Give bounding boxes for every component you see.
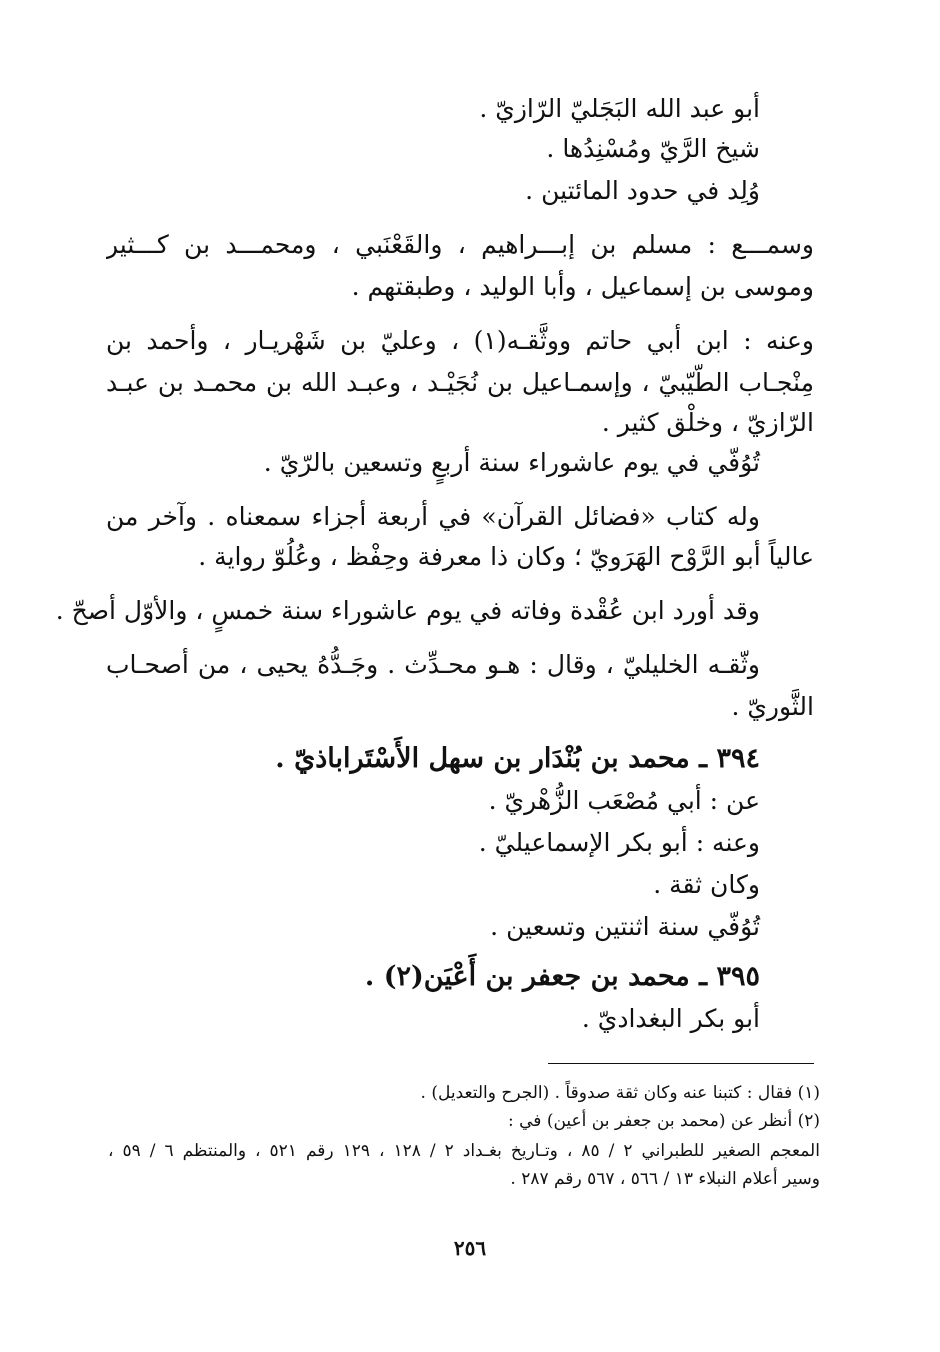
- entry-heading: ٣٩٥ ـ محمد بن جعفر بن أَعْيَن(٢) .: [364, 961, 760, 992]
- text-line: شيخ الرَّيّ ومُسْنِدُها .: [546, 134, 760, 163]
- page-number: ٢٥٦: [453, 1236, 487, 1260]
- text-line: أبو عبد الله البَجَليّ الرّازيّ .: [479, 94, 760, 123]
- text-line: وعنه : ابن أبي حاتم ووثَّقـه(١) ، وعليّ بن شَهْريـار ، وأحمد بن: [106, 326, 814, 355]
- text-line: وُلِد في حدود المائتين .: [525, 176, 760, 205]
- text-line: أبو بكر البغداديّ .: [581, 1004, 760, 1033]
- text-line: وموسى بن إسماعيل ، وأبا الوليد ، وطبقتهم .: [351, 272, 814, 301]
- text-line: وسمـــع : مسلم بن إبـــراهيم ، والقَعْنَبي ، ومحمـــد بن كـــثير: [106, 230, 814, 259]
- text-line: مِنْجـاب الطَّيّبيّ ، وإسمـاعيل بن نُجَيْـد ، وعبـد الله بن محمـد بن عبـد: [106, 368, 814, 397]
- text-line: تُوُفّي سنة اثنتين وتسعين .: [490, 912, 760, 941]
- text-line: وعنه : أبو بكر الإسماعيليّ .: [478, 828, 760, 857]
- text-line: الثَّوريّ .: [731, 692, 814, 721]
- text-line: تُوُفّي في يوم عاشوراء سنة أربعٍ وتسعين بالرّيّ .: [263, 448, 760, 477]
- text-line: وله كتاب «فضائل القرآن» في أربعة أجزاء سمعناه . وآخر من: [106, 502, 760, 531]
- entry-heading: ٣٩٤ ـ محمد بن بُنْدَار بن سهل الأَسْتَراباذيّ .: [275, 743, 760, 774]
- footnote-line: المعجم الصغير للطبراني ٢ / ٨٥ ، وتـاريخ بغـداد ٢ / ١٢٨ ، ١٢٩ رقم ٥٢١ ، والمنتظم ٦ / ٥٩ ،: [108, 1141, 820, 1161]
- footnote-line: (٢) أنظر عن (محمد بن جعفر بن أعين) في :: [507, 1111, 820, 1131]
- text-line: الرّازيّ ، وخلْق كثير .: [601, 408, 814, 437]
- footnote-line: وسير أعلام النبلاء ١٣ / ٥٦٦ ، ٥٦٧ رقم ٢٨٧ .: [510, 1169, 820, 1189]
- footnote-separator: [548, 1063, 814, 1064]
- text-line: وثّقـه الخليليّ ، وقال : هـو محـدِّث . وجَـدُّهُ يحيى ، من أصحـاب: [106, 650, 760, 679]
- text-line: عن : أبي مُصْعَب الزُّهْريّ .: [488, 786, 760, 815]
- text-line: وقد أورد ابن عُقْدة وفاته في يوم عاشوراء سنة خمسٍ ، والأوّل أصحّ .: [55, 596, 760, 625]
- text-line: عالياً أبو الرَّوْح الهَرَويّ ؛ وكان ذا معرفة وحِفْظ ، وعُلُوّ رواية .: [198, 542, 814, 571]
- footnote-line: (١) فقال : كتبنا عنه وكان ثقة صدوقاً . (الجرح والتعديل) .: [420, 1083, 820, 1103]
- text-line: وكان ثقة .: [653, 870, 760, 899]
